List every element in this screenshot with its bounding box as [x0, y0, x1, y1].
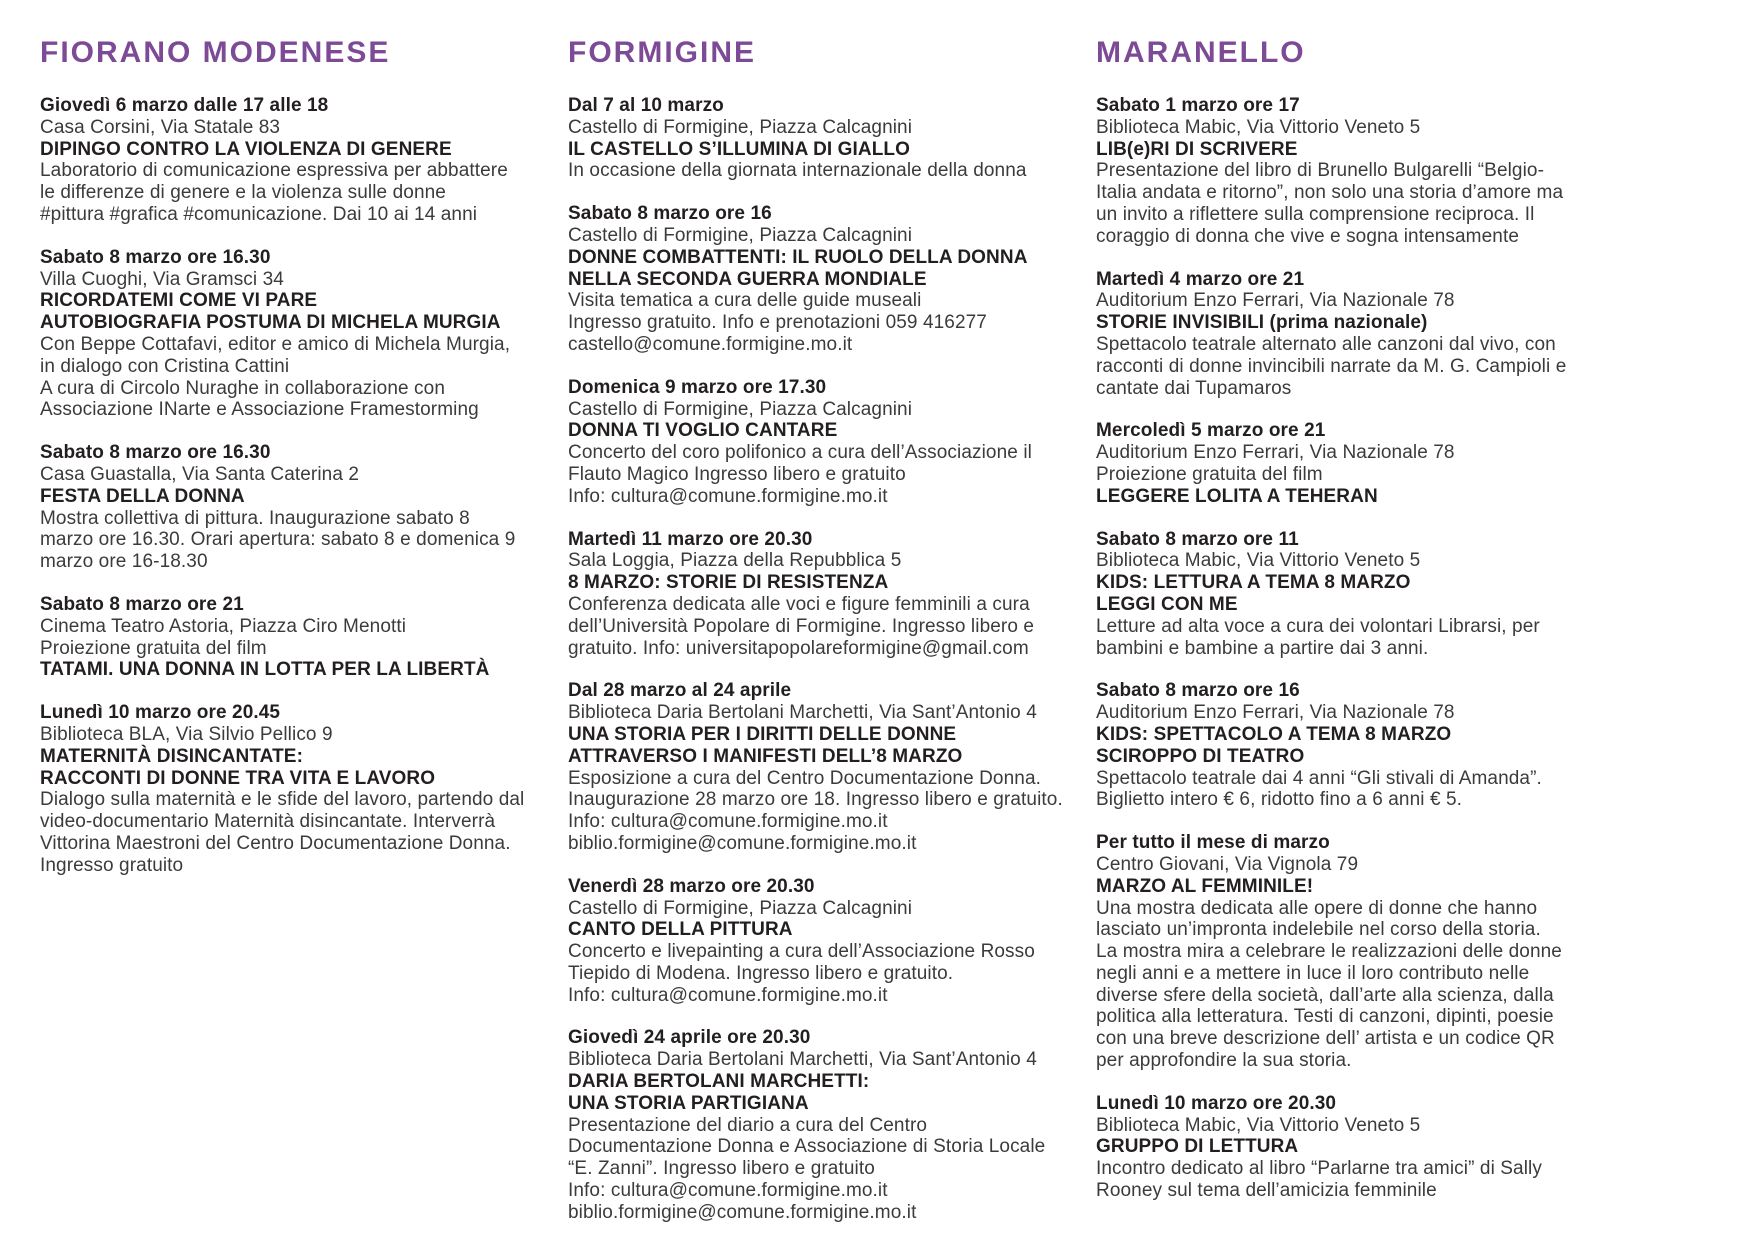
event-text-line: marzo ore 16.30. Orari apertura: sabato 8 e domenica 9 [40, 529, 516, 551]
event-text-line: Sala Loggia, Piazza della Repubblica 5 [568, 550, 902, 572]
event-text-line: Proiezione gratuita del film [40, 637, 267, 659]
event-title-line: RACCONTI DI DONNE TRA VITA E LAVORO [40, 767, 436, 789]
event-title-line: TATAMI. UNA DONNA IN LOTTA PER LA LIBERTÀ [40, 659, 490, 681]
event-date: Lunedì 10 marzo ore 20.30 [1096, 1092, 1337, 1114]
event-listing [1096, 1093, 1566, 1202]
event-title-line: DIPINGO CONTRO LA VIOLENZA DI GENERE [40, 138, 452, 160]
event-listing [40, 442, 516, 573]
event-text-line: diverse sfere della società, dall’arte alla scienza, dalla [1096, 984, 1554, 1006]
event-text-line: Biblioteca BLA, Via Silvio Pellico 9 [40, 723, 333, 745]
event-title-line: KIDS: LETTURA A TEMA 8 MARZO [1096, 572, 1411, 594]
event-listing [568, 203, 1038, 356]
event-text-line: Biblioteca Mabic, Via Vittorio Veneto 5 [1096, 550, 1421, 572]
event-date: Dal 7 al 10 marzo [568, 95, 724, 116]
event-text-line: Auditorium Enzo Ferrari, Via Nazionale 78 [1096, 290, 1455, 312]
event-text-line: Castello di Formigine, Piazza Calcagnini [568, 897, 913, 919]
event-title-line: FESTA DELLA DONNA [40, 485, 245, 507]
event-text-line: “E. Zanni”. Ingresso libero e gratuito [568, 1158, 875, 1180]
event-text-line: gratuito. Info: universitapopolareformigine@gmail.com [568, 637, 1029, 659]
event-text-line: racconti di donne invincibili narrate da M. G. Campioli e [1096, 355, 1567, 377]
event-listing [40, 702, 525, 876]
event-text-line: Info: cultura@comune.formigine.mo.it [568, 485, 888, 507]
event-listing [40, 594, 510, 681]
event-text-line: video-documentario Maternità disincantate. Interverrà [40, 811, 496, 833]
event-date: Giovedì 24 aprile ore 20.30 [568, 1027, 811, 1049]
column-maranello [1096, 36, 1566, 1245]
event-listing [1096, 95, 1566, 248]
event-text-line: Biblioteca Mabic, Via Vittorio Veneto 5 [1096, 1114, 1421, 1136]
event-listing [1096, 529, 1566, 660]
event-text-line: Ingresso gratuito. Info e prenotazioni 059 416277 [568, 312, 987, 334]
event-listing [40, 95, 510, 226]
event-title-line: LIB(e)RI DI SCRIVERE [1096, 138, 1298, 160]
event-text-line: politica alla letteratura. Testi di canzoni, dipinti, poesie [1096, 1006, 1554, 1028]
event-text-line: in dialogo con Cristina Cattini [40, 355, 290, 377]
event-date: Lunedì 10 marzo ore 20.45 [40, 702, 281, 724]
event-title-line: IL CASTELLO S’ILLUMINA DI GIALLO [568, 138, 911, 160]
event-title-line: SCIROPPO DI TEATRO [1096, 745, 1305, 767]
event-text-line: Concerto del coro polifonico a cura dell’Associazione il [568, 442, 1032, 464]
event-text-line: biblio.formigine@comune.formigine.mo.it [568, 1201, 917, 1223]
event-text-line: Biblioteca Mabic, Via Vittorio Veneto 5 [1096, 116, 1421, 138]
event-text-line: per approfondire la sua storia. [1096, 1050, 1352, 1072]
event-listing [568, 529, 1038, 660]
event-text-line: biblio.formigine@comune.formigine.mo.it [568, 832, 917, 854]
event-date: Per tutto il mese di marzo [1096, 832, 1330, 854]
event-text-line: Villa Cuoghi, Via Gramsci 34 [40, 268, 284, 290]
event-text-line: marzo ore 16-18.30 [40, 551, 208, 573]
event-text-line: Spettacolo teatrale alternato alle canzoni dal vivo, con [1096, 333, 1556, 355]
column-fiorano-modenese [40, 36, 525, 1245]
event-title-line: LEGGERE LOLITA A TEHERAN [1096, 485, 1378, 507]
event-listing [40, 247, 510, 421]
event-listing [1096, 680, 1566, 811]
event-listing [1096, 420, 1566, 507]
event-date: Dal 28 marzo al 24 aprile [568, 680, 792, 702]
event-text-line: Presentazione del diario a cura del Centro [568, 1114, 928, 1136]
event-text-line: castello@comune.formigine.mo.it [568, 333, 853, 355]
event-text-line: Presentazione del libro di Brunello Bulgarelli “Belgio- [1096, 160, 1545, 182]
event-text-line: Visita tematica a cura delle guide museali [568, 290, 922, 312]
event-title-line: UNA STORIA PER I DIRITTI DELLE DONNE [568, 723, 957, 745]
event-listing [1096, 832, 1566, 1072]
event-title-line: MARZO AL FEMMINILE! [1096, 875, 1314, 897]
event-text-line: Con Beppe Cottafavi, editor e amico di Michela Murgia, [40, 333, 511, 355]
column-formigine [568, 36, 1063, 1245]
event-text-line: Spettacolo teatrale dai 4 anni “Gli stivali di Amanda”. [1096, 767, 1542, 789]
event-text-line: Auditorium Enzo Ferrari, Via Nazionale 78 [1096, 442, 1455, 464]
event-date: Sabato 8 marzo ore 11 [1096, 528, 1299, 550]
event-text-line: Esposizione a cura del Centro Documentazione Donna. [568, 767, 1041, 789]
event-listing [568, 876, 1038, 1007]
event-text-line: Letture ad alta voce a cura dei volontari Librarsi, per [1096, 615, 1540, 637]
event-date: Sabato 8 marzo ore 16.30 [40, 246, 271, 268]
event-title-line: NELLA SECONDA GUERRA MONDIALE [568, 268, 927, 290]
event-text-line: In occasione della giornata internazionale della donna [568, 160, 1027, 182]
event-text-line: Proiezione gratuita del film [1096, 463, 1323, 485]
column-title: FIORANO MODENESE [40, 36, 391, 69]
event-text-line: Casa Corsini, Via Statale 83 [40, 116, 281, 138]
event-title-line: LEGGI CON ME [1096, 593, 1238, 615]
event-text-line: Info: cultura@comune.formigine.mo.it [568, 811, 888, 833]
event-text-line: La mostra mira a celebrare le realizzazioni delle donne [1096, 941, 1562, 963]
event-listing [568, 95, 1038, 182]
event-text-line: negli anni e a mettere in luce il loro contributo nelle [1096, 962, 1530, 984]
event-text-line: Casa Guastalla, Via Santa Caterina 2 [40, 463, 360, 485]
event-text-line: bambini e bambine a partire dai 3 anni. [1096, 637, 1429, 659]
event-text-line: Castello di Formigine, Piazza Calcagnini [568, 116, 913, 138]
event-text-line: Documentazione Donna e Associazione di Storia Locale [568, 1136, 1046, 1158]
event-text-line: A cura di Circolo Nuraghe in collaborazione con [40, 377, 445, 399]
event-date: Martedì 11 marzo ore 20.30 [568, 528, 813, 550]
event-listing [568, 377, 1038, 508]
event-date: Sabato 8 marzo ore 21 [40, 593, 244, 615]
event-text-line: Auditorium Enzo Ferrari, Via Nazionale 78 [1096, 702, 1455, 724]
event-text-line: cantate dai Tupamaros [1096, 377, 1292, 399]
event-title-line: AUTOBIOGRAFIA POSTUMA DI MICHELA MURGIA [40, 312, 501, 334]
event-text-line: lasciato un’impronta indelebile nel corso della storia. [1096, 919, 1541, 941]
event-text-line: #pittura #grafica #comunicazione. Dai 10 ai 14 anni [40, 203, 478, 225]
event-text-line: Centro Giovani, Via Vignola 79 [1096, 853, 1359, 875]
event-title-line: RICORDATEMI COME VI PARE [40, 290, 318, 312]
event-title-line: MATERNITÀ DISINCANTATE: [40, 745, 303, 767]
event-text-line: Associazione INarte e Associazione Framestorming [40, 399, 479, 421]
event-title-line: ATTRAVERSO I MANIFESTI DELL’8 MARZO [568, 745, 963, 767]
event-title-line: STORIE INVISIBILI (prima nazionale) [1096, 312, 1428, 334]
event-title-line: DONNE COMBATTENTI: IL RUOLO DELLA DONNA [568, 246, 1028, 268]
event-text-line: Flauto Magico Ingresso libero e gratuito [568, 463, 906, 485]
event-text-line: Info: cultura@comune.formigine.mo.it [568, 1180, 888, 1202]
event-text-line: Mostra collettiva di pittura. Inaugurazione sabato 8 [40, 507, 470, 529]
event-text-line: Biblioteca Daria Bertolani Marchetti, Via Sant’Antonio 4 [568, 702, 1037, 724]
event-text-line: Laboratorio di comunicazione espressiva per abbattere [40, 160, 508, 182]
event-text-line: Castello di Formigine, Piazza Calcagnini [568, 224, 913, 246]
event-title-line: KIDS: SPETTACOLO A TEMA 8 MARZO [1096, 723, 1452, 745]
event-text-line: dell’Università Popolare di Formigine. Ingresso libero e [568, 615, 1035, 637]
event-text-line: Vittorina Maestroni del Centro Documentazione Donna. [40, 832, 511, 854]
event-title-line: 8 MARZO: STORIE DI RESISTENZA [568, 572, 889, 594]
event-text-line: Incontro dedicato al libro “Parlarne tra amici” di Sally [1096, 1158, 1542, 1180]
event-title-line: DARIA BERTOLANI MARCHETTI: [568, 1071, 870, 1093]
event-text-line: Info: cultura@comune.formigine.mo.it [568, 984, 888, 1006]
event-text-line: Concerto e livepainting a cura dell’Associazione Rosso [568, 941, 1035, 963]
event-date: Sabato 8 marzo ore 16 [568, 203, 772, 225]
event-title-line: GRUPPO DI LETTURA [1096, 1136, 1299, 1158]
event-text-line: Castello di Formigine, Piazza Calcagnini [568, 398, 913, 420]
event-date: Giovedì 6 marzo dalle 17 alle 18 [40, 95, 329, 116]
event-text-line: Rooney sul tema dell’amicizia femminile [1096, 1180, 1437, 1202]
event-title-line: UNA STORIA PARTIGIANA [568, 1092, 809, 1114]
event-text-line: le differenze di genere e la violenza sulle donne [40, 182, 446, 204]
event-text-line: un invito a riflettere sulla comprensione reciproca. Il [1096, 203, 1535, 225]
event-date: Sabato 8 marzo ore 16.30 [40, 442, 271, 464]
event-title-line: CANTO DELLA PITTURA [568, 919, 793, 941]
column-title: FORMIGINE [568, 36, 756, 69]
event-text-line: Dialogo sulla maternità e le sfide del lavoro, partendo dal [40, 789, 525, 811]
event-text-line: Italia andata e ritorno”, non solo una storia d’amore ma [1096, 182, 1564, 204]
event-text-line: Una mostra dedicata alle opere di donne che hanno [1096, 897, 1538, 919]
event-date: Sabato 1 marzo ore 17 [1096, 95, 1300, 116]
event-date: Domenica 9 marzo ore 17.30 [568, 376, 827, 398]
event-text-line: Cinema Teatro Astoria, Piazza Ciro Menotti [40, 615, 407, 637]
event-listing [568, 1027, 1046, 1223]
event-text-line: Biglietto intero € 6, ridotto fino a 6 anni € 5. [1096, 789, 1463, 811]
event-text-line: Conferenza dedicata alle voci e figure femminili a cura [568, 593, 1030, 615]
event-text-line: Ingresso gratuito [40, 854, 184, 876]
event-date: Venerdì 28 marzo ore 20.30 [568, 875, 815, 897]
event-date: Martedì 4 marzo ore 21 [1096, 268, 1305, 290]
event-title-line: DONNA TI VOGLIO CANTARE [568, 420, 838, 442]
event-listing [568, 680, 1063, 854]
event-text-line: coraggio di donna che vive e sogna intensamente [1096, 225, 1519, 247]
event-listing [1096, 269, 1566, 400]
event-text-line: con una breve descrizione dell’ artista e un codice QR [1096, 1028, 1555, 1050]
event-text-line: Inaugurazione 28 marzo ore 18. Ingresso libero e gratuito. [568, 789, 1063, 811]
event-date: Sabato 8 marzo ore 16 [1096, 680, 1300, 702]
column-title: MARANELLO [1096, 36, 1306, 69]
event-text-line: Biblioteca Daria Bertolani Marchetti, Via Sant’Antonio 4 [568, 1049, 1037, 1071]
event-text-line: Tiepido di Modena. Ingresso libero e gratuito. [568, 962, 954, 984]
event-date: Mercoledì 5 marzo ore 21 [1096, 420, 1326, 442]
